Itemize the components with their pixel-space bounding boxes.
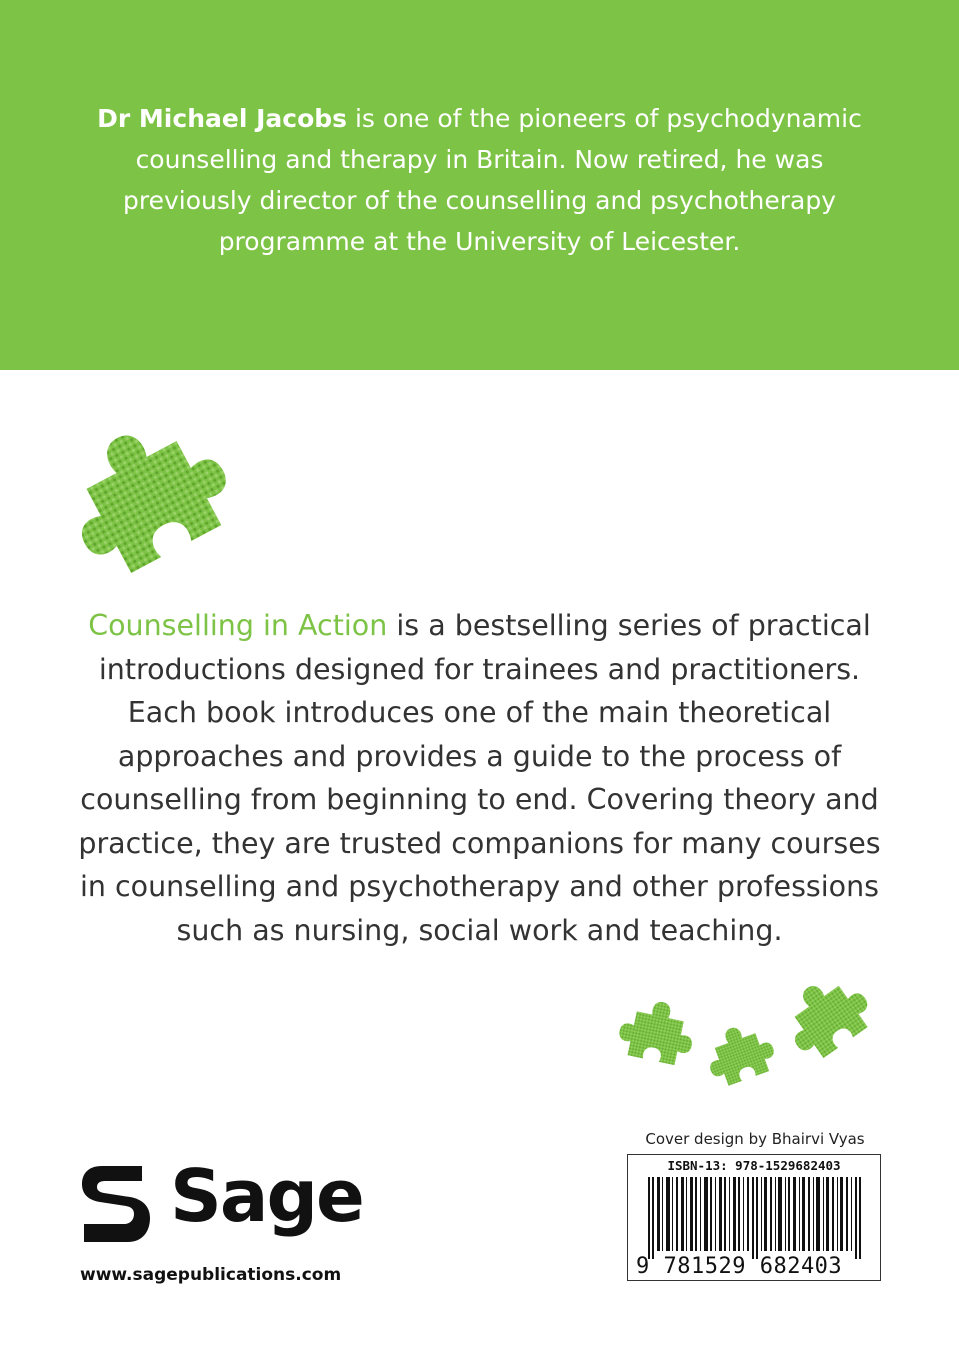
author-name: Dr Michael Jacobs (97, 104, 348, 133)
isbn-label: ISBN-13: 978-1529682403 (667, 1158, 841, 1173)
publisher-name: Sage (170, 1154, 363, 1238)
publisher-url: www.sagepublications.com (80, 1265, 342, 1285)
series-blurb (70, 604, 889, 952)
author-bio-text: is one of the pioneers of psychodynamic counselling and therapy in Britain. Now retired, he was previously director of the counselling and psychotherapy programme at the University of Leicester. (122, 104, 862, 256)
puzzle-piece-icon (782, 970, 872, 1062)
isbn-barcode (627, 1154, 881, 1281)
series-name: Counselling in Action (88, 609, 388, 642)
puzzle-piece-icon (60, 410, 235, 580)
puzzle-piece-icon (612, 992, 702, 1072)
cover-credit: Cover design by Bhairvi Vyas (645, 1130, 865, 1148)
author-bio (70, 98, 889, 262)
series-blurb-text: is a bestselling series of practical introductions designed for trainees and practitioners. Each book introduces one of the main theoretical approaches and provides a guide to the process of counselling from beginning to end. Covering theory and practice, they are trusted companions for many courses in counselling and psychotherapy and other professions such as nursing, social work and teaching. (78, 609, 881, 947)
barcode-bars (648, 1177, 862, 1259)
isbn-digits: 9 781529 682403 (636, 1254, 843, 1279)
puzzle-piece-icon (700, 1018, 780, 1090)
sage-s-logo (80, 1160, 150, 1246)
